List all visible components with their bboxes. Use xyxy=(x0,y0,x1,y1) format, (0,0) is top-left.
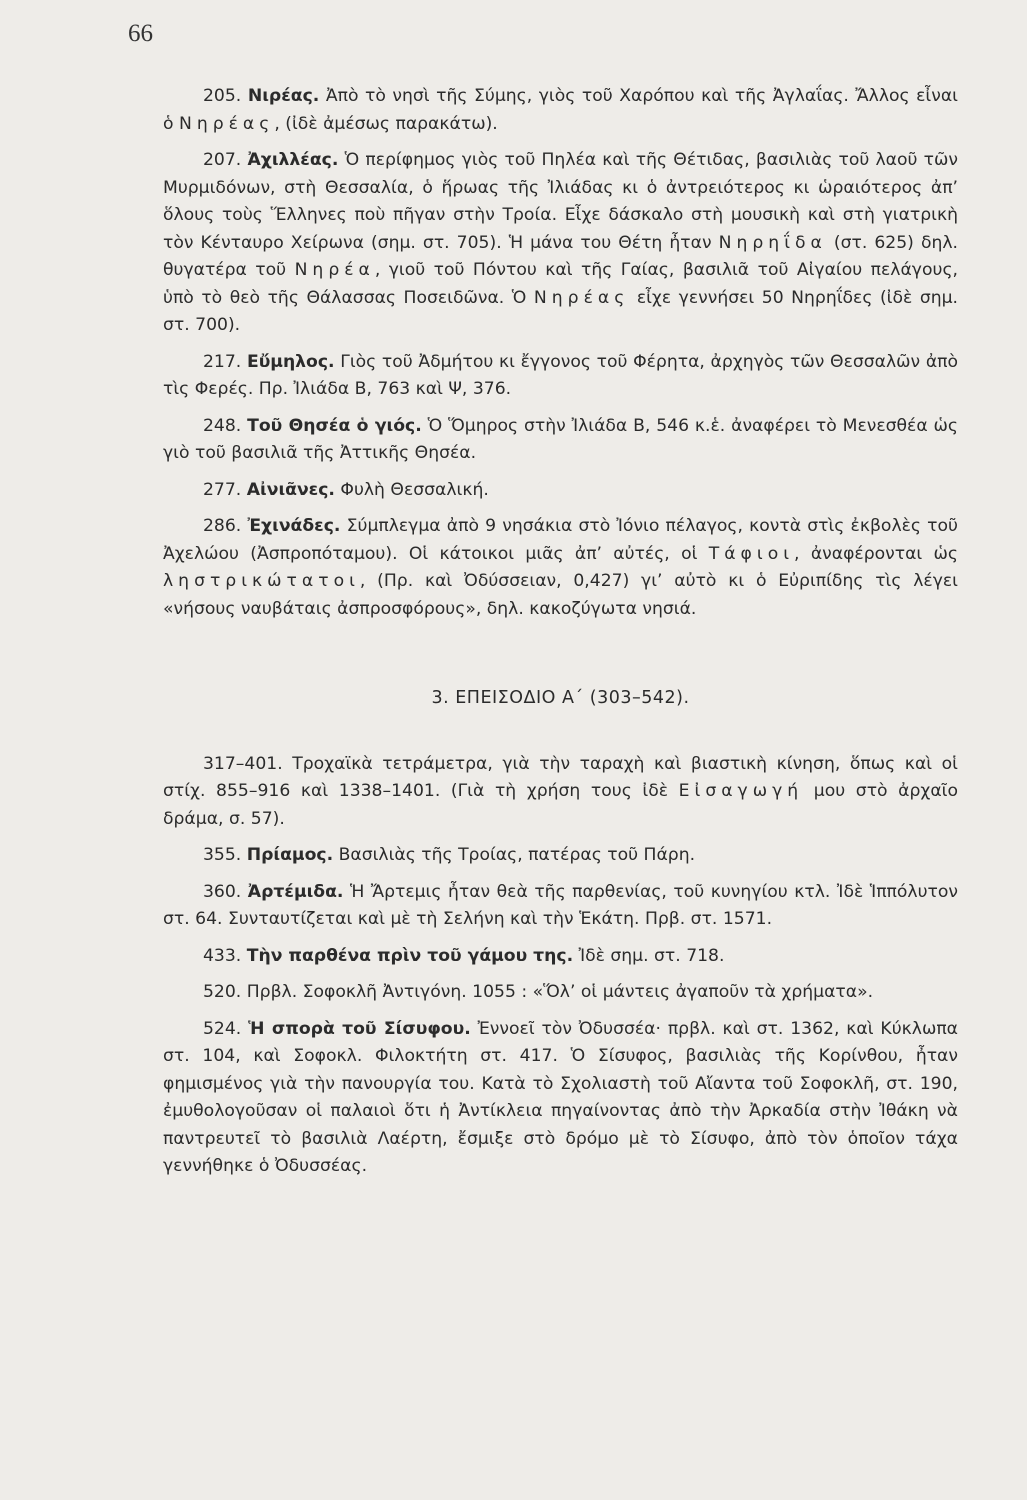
note-text: εἶχε γεννήσει 50 Νηρηΐδες (ἰδὲ σημ. στ. 700). xyxy=(163,287,959,335)
note-text: 317–401. Τροχαϊκὰ τετράμετρα, γιὰ τὴν ταραχὴ καὶ βιαστικὴ κίνηση, ὅπως καὶ οἱ στίχ. 855–916 καὶ 1338–1401. (Γιὰ τὴ χρήση τους ἰδὲ xyxy=(163,753,958,801)
note-text: μου στὸ ἀρχαῖο δράμα, σ. 57). xyxy=(163,781,958,829)
note-lemma: Αἰνιᾶνες. xyxy=(246,479,335,500)
spaced-emphasis: ληστρικώτατοι xyxy=(163,571,360,591)
spaced-emphasis: Νηρέα xyxy=(294,260,375,280)
notes-group-a xyxy=(163,83,958,623)
note-text: 207. xyxy=(203,150,248,170)
note-text: Ἰδὲ σημ. στ. 718. xyxy=(573,945,725,966)
page-number: 66 xyxy=(128,20,153,47)
note-lemma: Τὴν παρθένα πρὶν τοῦ γάμου της. xyxy=(246,945,574,966)
note-paragraph xyxy=(163,513,958,623)
note-text: , (ἰδὲ ἀμέσως παρακάτω). xyxy=(274,113,498,134)
note-text: 355. xyxy=(203,845,247,865)
note-text: Ὁ περίφημος γιὸς τοῦ Πηλέα καὶ τῆς Θέτιδας, βασιλιὰς τοῦ λαοῦ τῶν Μυρμιδόνων, στὴ Θεσσαλία, ὁ ἥρωας τῆς Ἰλιάδας κι ὁ ἀντρειότερος κι ὡραιότερος ἀπ’ ὅλους τοὺς Ἕλληνες ποὺ πῆγαν στὴν Τροία. Εἶχε δάσκαλο στὴ μουσικὴ καὶ στὴ γιατρικὴ τὸν Κένταυρο Χείρωνα (σημ. στ. 705). Ἡ μάνα του Θέτη ἦταν xyxy=(163,150,958,253)
note-lemma: Ἐχινάδες. xyxy=(247,516,341,536)
note-text: 520. Πρβλ. Σοφοκλῆ Ἀντιγόνη. 1055 : «Ὅλ’ οἱ μάντεις ἀγαποῦν τὰ χρήματα». xyxy=(203,982,874,1002)
note-paragraph xyxy=(163,349,958,404)
note-paragraph xyxy=(163,1016,958,1181)
note-paragraph xyxy=(163,979,958,1007)
note-text: Ἀπὸ τὸ νησὶ τῆς Σύμης, γιὸς τοῦ Χαρόπου καὶ τῆς Ἀγλαΐας. Ἄλλος εἶναι ὁ xyxy=(163,86,958,134)
note-text: 360. xyxy=(203,881,248,902)
note-lemma: Εὔμηλος. xyxy=(246,351,335,372)
note-paragraph xyxy=(163,147,958,340)
spaced-emphasis: Τάφιοι xyxy=(708,543,795,564)
note-text: Σύμπλεγμα ἀπὸ 9 νησάκια στὸ Ἰόνιο πέλαγος, κοντὰ στὶς ἐκβολὲς τοῦ Ἀχελώου (Ἀσπροπόταμου). Οἱ κάτοικοι μιᾶς ἀπ’ αὐτές, οἱ xyxy=(163,516,958,564)
note-text: , (Πρ. καὶ Ὀδύσσειαν, 0,427) γι’ αὐτὸ κι ὁ Εὐριπίδης τὶς λέγει «νήσους ναυβάταις ἀσπροσφόρους», δηλ. κακοζύγωτα νησιά. xyxy=(163,571,958,619)
note-text: (στ. 625) δηλ. θυγατέρα τοῦ xyxy=(163,232,958,280)
note-paragraph xyxy=(163,477,958,505)
note-text: 277. xyxy=(203,479,247,500)
note-text: 248. xyxy=(203,415,248,436)
spaced-emphasis: Νηρέας xyxy=(178,113,275,134)
note-lemma: Ἡ σπορὰ τοῦ Σίσυφου. xyxy=(248,1018,471,1039)
note-lemma: Ἀρτέμιδα. xyxy=(247,881,344,902)
note-text: Γιὸς τοῦ Ἀδμήτου κι ἔγγονος τοῦ Φέρητα, ἀρχηγὸς τῶν Θεσσαλῶν ἀπὸ τὶς Φερές. Πρ. Ἰλιάδα Β, 763 καὶ Ψ, 376. xyxy=(163,351,959,399)
note-text: Ἡ Ἄρτεμις ἦταν θεὰ τῆς παρθενίας, τοῦ κυνηγίου κτλ. Ἰδὲ Ἱππόλυτον στ. 64. Συνταυτίζεται καὶ μὲ τὴ Σελήνη καὶ τὴν Ἑκάτη. Πρβ. στ. 1571. xyxy=(163,881,958,929)
note-text: 524. xyxy=(203,1018,249,1039)
notes-group-b xyxy=(163,751,958,1181)
note-text: Φυλὴ Θεσσαλική. xyxy=(334,479,489,500)
note-paragraph xyxy=(163,879,958,934)
spaced-emphasis: Εἰσαγωγή xyxy=(678,781,804,801)
note-paragraph xyxy=(163,413,958,468)
note-text: , ἀναφέρονται ὡς xyxy=(794,543,959,564)
note-text: 217. xyxy=(203,351,247,372)
note-lemma: Πρίαμος. xyxy=(246,845,334,865)
note-text: Βασιλιὰς τῆς Τροίας, πατέρας τοῦ Πάρη. xyxy=(333,845,696,865)
section-heading: 3. ΕΠΕΙΣΟΔΙΟ Α΄ (303–542). xyxy=(431,688,690,708)
note-lemma: Νιρέας. xyxy=(247,86,320,106)
note-text: 205. xyxy=(203,86,248,106)
notes-body xyxy=(163,83,958,1190)
note-lemma: Τοῦ Θησέα ὁ γιός. xyxy=(247,415,422,436)
note-text: , γιοῦ τοῦ Πόντου καὶ τῆς Γαίας, βασιλιᾶ τοῦ Αἰγαίου πελάγους, ὑπὸ τὸ θεὸ τῆς Θάλασσας Ποσειδῶνα. Ὁ xyxy=(163,260,958,308)
note-paragraph xyxy=(163,83,958,138)
note-text: Ἐννοεῖ τὸν Ὀδυσσέα· πρβλ. καὶ στ. 1362, καὶ Κύκλωπα στ. 104, καὶ Σοφοκλ. Φιλοκτήτη στ. 417. Ὁ Σίσυφος, βασιλιὰς τῆς Κορίνθου, ἦταν φημισμένος γιὰ τὴν πανουργία του. Κατὰ τὸ Σχολιαστὴ τοῦ Αἴαντα τοῦ Σοφοκλῆ, στ. 190, ἐμυθολογοῦσαν οἱ παλαιοὶ ὅτι ἡ Ἀντίκλεια πηγαίνοντας ἀπὸ τὴν Ἀρκαδία στὴν Ἰθάκη νὰ παντρευτεῖ τὸ βασιλιὰ Λαέρτη, ἔσμιξε στὸ δρόμο μὲ τὸ Σίσυφο, ἀπὸ τὸν ὁποῖον τάχα γεννήθηκε ὁ Ὀδυσσέας. xyxy=(163,1018,959,1176)
spaced-emphasis: Νηρηΐδα xyxy=(718,232,827,253)
note-text: 433. xyxy=(203,945,247,966)
note-paragraph xyxy=(163,842,958,870)
note-paragraph xyxy=(163,751,958,834)
note-lemma: Ἀχιλλέας. xyxy=(247,150,339,170)
note-text: Ὁ Ὅμηρος στὴν Ἰλιάδα Β, 546 κ.ἑ. ἀναφέρει τὸ Μενεσθέα ὡς γιὸ τοῦ βασιλιᾶ τῆς Ἀττικῆς Θησέα. xyxy=(163,415,958,463)
note-text: 286. xyxy=(203,516,248,536)
note-paragraph xyxy=(163,943,958,971)
spaced-emphasis: Νηρέας xyxy=(533,287,630,308)
